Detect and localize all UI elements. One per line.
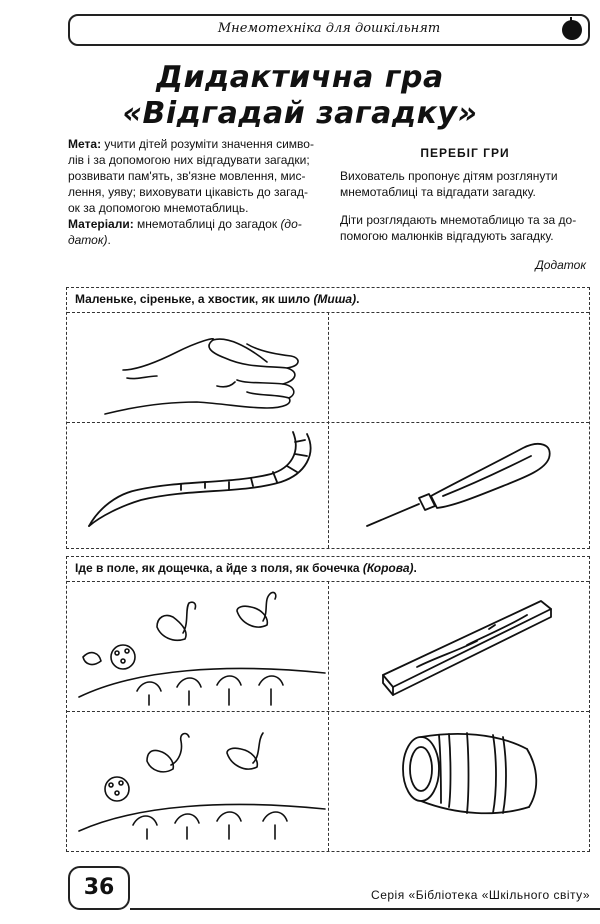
mouse-tail-icon <box>81 428 321 538</box>
procedure-heading: ПЕРЕБІГ ГРИ <box>420 146 510 160</box>
riddle-text <box>75 561 417 575</box>
procedure-paragraph-2 <box>340 212 592 244</box>
awl-icon <box>363 434 563 534</box>
wooden-plank-icon <box>377 595 557 705</box>
riddle-text <box>75 292 359 306</box>
goal-line: лів і за допомогою них відгадувати загадки; <box>68 153 310 167</box>
apple-logo-icon <box>562 20 582 40</box>
appendix-label: Додаток <box>535 258 586 272</box>
walking-from-field-icon <box>77 721 327 841</box>
riddle-question: Іде в поле, як дощечка, а йде з поля, як бочечка <box>75 561 363 575</box>
riddle-table-2 <box>66 556 590 852</box>
riddle-question: Маленьке, сіреньке, а хвостик, як шило <box>75 292 314 306</box>
materials-paragraph <box>68 216 336 248</box>
materials-text: мнемотаблиці до загадок <box>133 217 281 231</box>
procedure-line: Діти розглядають мнемотаблицю та за до- <box>340 213 577 227</box>
materials-italic: (до- <box>280 217 302 231</box>
divider <box>328 312 329 548</box>
walking-to-field-icon <box>77 587 327 707</box>
barrel-icon <box>397 729 547 839</box>
procedure-paragraph-1 <box>340 168 592 200</box>
series-name: Серія «Бібліотека «Шкільного світу» <box>371 888 590 902</box>
riddle-answer: (Корова) <box>362 561 414 575</box>
materials-label: Матеріали: <box>68 217 134 231</box>
page-number: 36 <box>68 866 130 910</box>
goal-line: учити дітей розуміти значення симво- <box>101 137 314 151</box>
footer-rule <box>130 908 600 910</box>
riddle-answer: (Миша) <box>313 292 357 306</box>
goal-line: лення, уяву; виховувати цікавість до загад- <box>68 185 308 199</box>
header-title: Мнемотехніка для дошкільнят <box>217 21 441 36</box>
materials-italic: даток) <box>68 233 108 247</box>
riddle-punct: . <box>356 292 360 306</box>
page-title-line1: Дидактична гра <box>156 60 444 95</box>
procedure-line: мнемотаблиці та відгадати загадку. <box>340 185 536 199</box>
procedure-line: Вихователь пропонує дітям розглянути <box>340 169 558 183</box>
riddle-punct: . <box>413 561 417 575</box>
goal-paragraph <box>68 136 336 216</box>
materials-text: . <box>107 233 111 247</box>
hand-stroking-icon <box>97 322 317 418</box>
riddle-table-1 <box>66 287 590 549</box>
header-banner <box>68 14 590 46</box>
goal-label: Мета: <box>68 137 102 151</box>
goal-line: ок за допомогою мнемотаблиць. <box>68 201 249 215</box>
procedure-line: помогою малюнків відгадують загадку. <box>340 229 554 243</box>
goal-line: розвивати пам'ять, зв'язне мовлення, мис- <box>68 169 306 183</box>
divider <box>328 581 329 851</box>
page-title-line2: «Відгадай загадку» <box>122 96 478 131</box>
